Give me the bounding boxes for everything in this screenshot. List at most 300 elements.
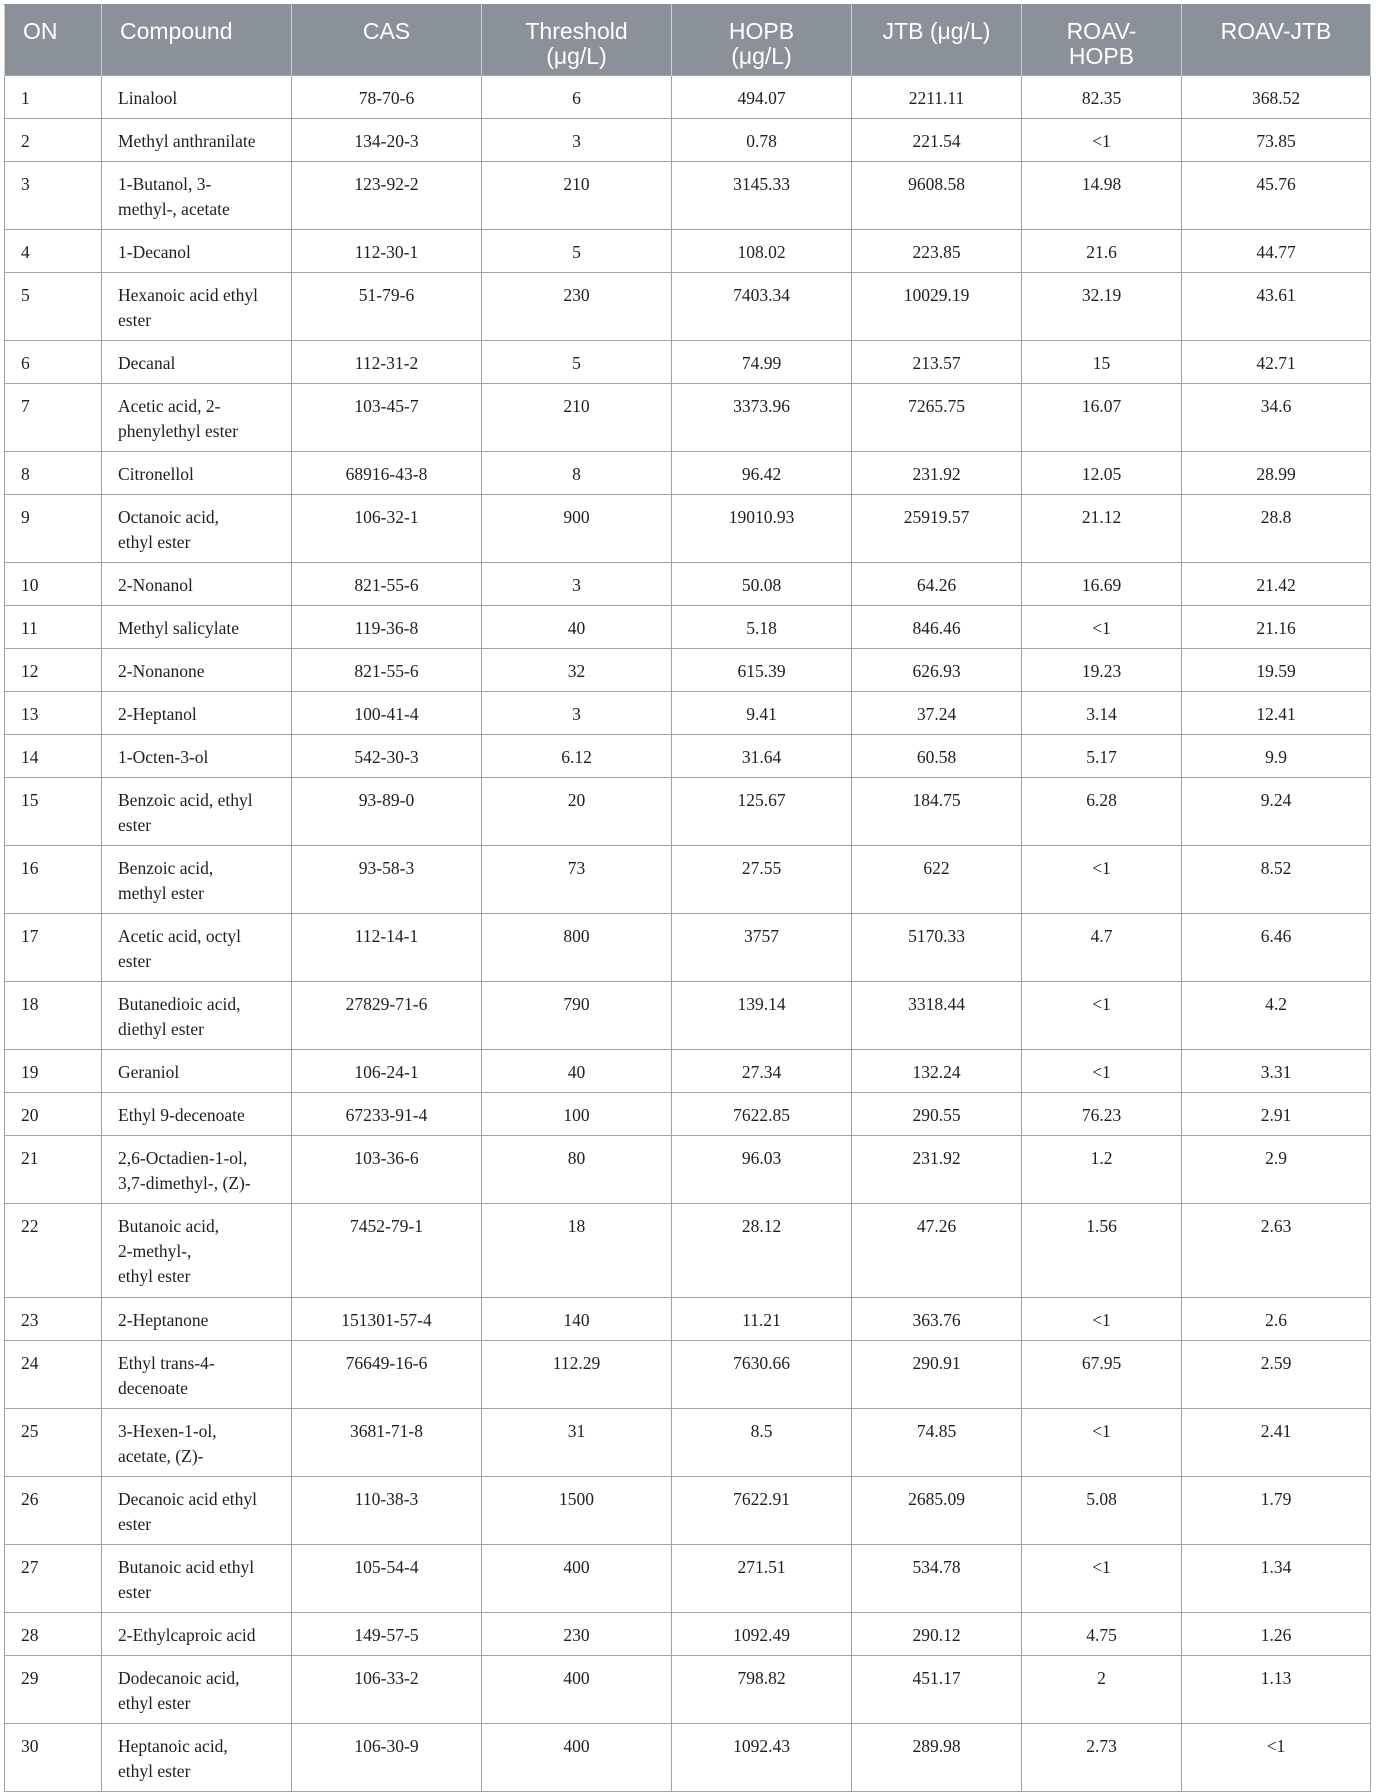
cell-compound bbox=[102, 1613, 292, 1656]
cell-threshold: 6.12 bbox=[482, 735, 672, 778]
header-row bbox=[5, 5, 1371, 76]
cell-on: 19 bbox=[5, 1050, 102, 1093]
cell-cas: 821-55-6 bbox=[292, 563, 482, 606]
table-row bbox=[5, 563, 1371, 606]
cell-threshold: 20 bbox=[482, 778, 672, 846]
cell-cas: 67233-91-4 bbox=[292, 1093, 482, 1136]
cell-roav-hopb: 76.23 bbox=[1022, 1093, 1182, 1136]
cell-roav-hopb: 12.05 bbox=[1022, 452, 1182, 495]
cell-roav-jtb: 28.8 bbox=[1182, 495, 1371, 563]
cell-roav-jtb: 43.61 bbox=[1182, 273, 1371, 341]
cell-roav-jtb: 2.41 bbox=[1182, 1409, 1371, 1477]
header-compound: Compound bbox=[102, 5, 292, 76]
cell-on: 24 bbox=[5, 1341, 102, 1409]
cell-roav-hopb: <1 bbox=[1022, 1545, 1182, 1613]
cell-cas: 105-54-4 bbox=[292, 1545, 482, 1613]
header-jtb: JTB (μg/L) bbox=[852, 5, 1022, 76]
table-row bbox=[5, 1409, 1371, 1477]
table-row bbox=[5, 1204, 1371, 1298]
cell-roav-jtb: 2.6 bbox=[1182, 1298, 1371, 1341]
cell-jtb: 9608.58 bbox=[852, 162, 1022, 230]
compound-name: Heptanoic acid, ethyl ester bbox=[118, 1736, 228, 1781]
cell-jtb: 47.26 bbox=[852, 1204, 1022, 1298]
table-row bbox=[5, 1136, 1371, 1204]
cell-threshold: 40 bbox=[482, 606, 672, 649]
cell-threshold: 230 bbox=[482, 1613, 672, 1656]
cell-hopb: 27.55 bbox=[672, 846, 852, 914]
cell-threshold: 80 bbox=[482, 1136, 672, 1204]
cell-roav-jtb: 2.9 bbox=[1182, 1136, 1371, 1204]
cell-on: 12 bbox=[5, 649, 102, 692]
table-body bbox=[5, 76, 1371, 1792]
cell-jtb: 846.46 bbox=[852, 606, 1022, 649]
cell-jtb: 25919.57 bbox=[852, 495, 1022, 563]
cell-compound bbox=[102, 1204, 292, 1298]
cell-jtb: 231.92 bbox=[852, 452, 1022, 495]
cell-compound bbox=[102, 1093, 292, 1136]
cell-on: 16 bbox=[5, 846, 102, 914]
cell-compound bbox=[102, 1724, 292, 1792]
compound-name: 2-Heptanone bbox=[118, 1310, 209, 1330]
cell-roav-jtb: 9.9 bbox=[1182, 735, 1371, 778]
compound-name: 1-Decanol bbox=[118, 242, 191, 262]
table-row bbox=[5, 1050, 1371, 1093]
cell-jtb: 10029.19 bbox=[852, 273, 1022, 341]
cell-hopb: 9.41 bbox=[672, 692, 852, 735]
cell-cas: 134-20-3 bbox=[292, 119, 482, 162]
cell-roav-jtb: 4.2 bbox=[1182, 982, 1371, 1050]
cell-threshold: 3 bbox=[482, 692, 672, 735]
cell-cas: 112-30-1 bbox=[292, 230, 482, 273]
table-row bbox=[5, 692, 1371, 735]
cell-cas: 149-57-5 bbox=[292, 1613, 482, 1656]
cell-roav-hopb: <1 bbox=[1022, 1050, 1182, 1093]
cell-hopb: 27.34 bbox=[672, 1050, 852, 1093]
cell-roav-hopb: 67.95 bbox=[1022, 1341, 1182, 1409]
table-container bbox=[4, 4, 1370, 1792]
cell-threshold: 5 bbox=[482, 230, 672, 273]
compound-name: 2-Ethylcaproic acid bbox=[118, 1625, 256, 1645]
cell-compound bbox=[102, 119, 292, 162]
cell-roav-jtb: 3.31 bbox=[1182, 1050, 1371, 1093]
cell-roav-hopb: 2 bbox=[1022, 1656, 1182, 1724]
cell-jtb: 290.91 bbox=[852, 1341, 1022, 1409]
cell-on: 15 bbox=[5, 778, 102, 846]
cell-on: 3 bbox=[5, 162, 102, 230]
cell-roav-jtb: 42.71 bbox=[1182, 341, 1371, 384]
cell-cas: 3681-71-8 bbox=[292, 1409, 482, 1477]
table-row bbox=[5, 1724, 1371, 1792]
cell-threshold: 3 bbox=[482, 119, 672, 162]
cell-hopb: 7622.85 bbox=[672, 1093, 852, 1136]
cell-hopb: 3373.96 bbox=[672, 384, 852, 452]
cell-on: 27 bbox=[5, 1545, 102, 1613]
cell-hopb: 3757 bbox=[672, 914, 852, 982]
cell-jtb: 37.24 bbox=[852, 692, 1022, 735]
cell-roav-jtb: 1.13 bbox=[1182, 1656, 1371, 1724]
table-row bbox=[5, 76, 1371, 119]
cell-threshold: 400 bbox=[482, 1724, 672, 1792]
compound-name: Dodecanoic acid, ethyl ester bbox=[118, 1668, 240, 1713]
cell-on: 17 bbox=[5, 914, 102, 982]
table-row bbox=[5, 1656, 1371, 1724]
cell-on: 8 bbox=[5, 452, 102, 495]
cell-jtb: 74.85 bbox=[852, 1409, 1022, 1477]
cell-on: 13 bbox=[5, 692, 102, 735]
cell-roav-jtb: 2.63 bbox=[1182, 1204, 1371, 1298]
cell-hopb: 139.14 bbox=[672, 982, 852, 1050]
cell-compound bbox=[102, 341, 292, 384]
cell-threshold: 18 bbox=[482, 1204, 672, 1298]
table-row bbox=[5, 384, 1371, 452]
cell-threshold: 140 bbox=[482, 1298, 672, 1341]
header-threshold: Threshold (μg/L) bbox=[482, 5, 672, 76]
cell-compound bbox=[102, 649, 292, 692]
cell-threshold: 31 bbox=[482, 1409, 672, 1477]
cell-roav-hopb: 1.56 bbox=[1022, 1204, 1182, 1298]
compound-name: Methyl salicylate bbox=[118, 618, 240, 638]
compound-name: 2-Nonanone bbox=[118, 661, 205, 681]
cell-compound bbox=[102, 563, 292, 606]
cell-hopb: 125.67 bbox=[672, 778, 852, 846]
cell-jtb: 223.85 bbox=[852, 230, 1022, 273]
compound-name: Butanedioic acid, diethyl ester bbox=[118, 994, 241, 1039]
cell-on: 21 bbox=[5, 1136, 102, 1204]
table-row bbox=[5, 649, 1371, 692]
header-on: ON bbox=[5, 5, 102, 76]
cell-hopb: 7403.34 bbox=[672, 273, 852, 341]
cell-jtb: 451.17 bbox=[852, 1656, 1022, 1724]
compound-name: Butanoic acid, 2-methyl-, ethyl ester bbox=[118, 1216, 220, 1286]
cell-hopb: 3145.33 bbox=[672, 162, 852, 230]
cell-roav-hopb: 2.73 bbox=[1022, 1724, 1182, 1792]
cell-roav-jtb: 44.77 bbox=[1182, 230, 1371, 273]
cell-compound bbox=[102, 1477, 292, 1545]
cell-cas: 119-36-8 bbox=[292, 606, 482, 649]
cell-threshold: 40 bbox=[482, 1050, 672, 1093]
cell-roav-jtb: 1.34 bbox=[1182, 1545, 1371, 1613]
cell-cas: 106-33-2 bbox=[292, 1656, 482, 1724]
cell-on: 20 bbox=[5, 1093, 102, 1136]
cell-roav-jtb: 45.76 bbox=[1182, 162, 1371, 230]
compound-name: 2-Heptanol bbox=[118, 704, 197, 724]
cell-cas: 106-24-1 bbox=[292, 1050, 482, 1093]
cell-roav-jtb: 73.85 bbox=[1182, 119, 1371, 162]
table-row bbox=[5, 778, 1371, 846]
cell-compound bbox=[102, 692, 292, 735]
cell-roav-hopb: 16.69 bbox=[1022, 563, 1182, 606]
cell-on: 4 bbox=[5, 230, 102, 273]
compound-name: 3-Hexen-1-ol, acetate, (Z)- bbox=[118, 1421, 217, 1466]
table-row bbox=[5, 846, 1371, 914]
cell-compound bbox=[102, 384, 292, 452]
cell-jtb: 213.57 bbox=[852, 341, 1022, 384]
cell-hopb: 615.39 bbox=[672, 649, 852, 692]
cell-jtb: 64.26 bbox=[852, 563, 1022, 606]
cell-cas: 93-58-3 bbox=[292, 846, 482, 914]
compound-name: 1-Butanol, 3-methyl-, acetate bbox=[118, 174, 230, 219]
cell-jtb: 2685.09 bbox=[852, 1477, 1022, 1545]
cell-compound bbox=[102, 1136, 292, 1204]
cell-jtb: 132.24 bbox=[852, 1050, 1022, 1093]
cell-roav-hopb: 6.28 bbox=[1022, 778, 1182, 846]
compound-name: Linalool bbox=[118, 88, 178, 108]
cell-jtb: 184.75 bbox=[852, 778, 1022, 846]
cell-threshold: 32 bbox=[482, 649, 672, 692]
cell-jtb: 231.92 bbox=[852, 1136, 1022, 1204]
cell-roav-hopb: 1.2 bbox=[1022, 1136, 1182, 1204]
cell-on: 10 bbox=[5, 563, 102, 606]
cell-hopb: 108.02 bbox=[672, 230, 852, 273]
cell-compound bbox=[102, 735, 292, 778]
cell-roav-hopb: 5.17 bbox=[1022, 735, 1182, 778]
cell-jtb: 60.58 bbox=[852, 735, 1022, 778]
header-roav-jtb: ROAV-JTB bbox=[1182, 5, 1371, 76]
compound-name: Benzoic acid, methyl ester bbox=[118, 858, 214, 903]
table-row bbox=[5, 495, 1371, 563]
cell-roav-hopb: <1 bbox=[1022, 846, 1182, 914]
cell-on: 14 bbox=[5, 735, 102, 778]
compound-name: Acetic acid, 2-phenylethyl ester bbox=[118, 396, 239, 441]
cell-hopb: 50.08 bbox=[672, 563, 852, 606]
compound-name: Citronellol bbox=[118, 464, 194, 484]
cell-cas: 106-32-1 bbox=[292, 495, 482, 563]
cell-on: 25 bbox=[5, 1409, 102, 1477]
cell-jtb: 289.98 bbox=[852, 1724, 1022, 1792]
cell-threshold: 230 bbox=[482, 273, 672, 341]
cell-compound bbox=[102, 914, 292, 982]
cell-threshold: 100 bbox=[482, 1093, 672, 1136]
cell-roav-jtb: 34.6 bbox=[1182, 384, 1371, 452]
compound-table bbox=[4, 4, 1371, 1792]
table-row bbox=[5, 1341, 1371, 1409]
cell-hopb: 7622.91 bbox=[672, 1477, 852, 1545]
cell-jtb: 5170.33 bbox=[852, 914, 1022, 982]
cell-on: 29 bbox=[5, 1656, 102, 1724]
table-row bbox=[5, 735, 1371, 778]
cell-on: 6 bbox=[5, 341, 102, 384]
cell-threshold: 112.29 bbox=[482, 1341, 672, 1409]
cell-roav-jtb: 2.91 bbox=[1182, 1093, 1371, 1136]
cell-cas: 110-38-3 bbox=[292, 1477, 482, 1545]
cell-cas: 123-92-2 bbox=[292, 162, 482, 230]
cell-hopb: 74.99 bbox=[672, 341, 852, 384]
cell-cas: 821-55-6 bbox=[292, 649, 482, 692]
cell-roav-jtb: 1.26 bbox=[1182, 1613, 1371, 1656]
cell-roav-hopb: 5.08 bbox=[1022, 1477, 1182, 1545]
cell-cas: 151301-57-4 bbox=[292, 1298, 482, 1341]
table-row bbox=[5, 914, 1371, 982]
cell-compound bbox=[102, 606, 292, 649]
cell-roav-hopb: 14.98 bbox=[1022, 162, 1182, 230]
cell-hopb: 96.03 bbox=[672, 1136, 852, 1204]
cell-jtb: 534.78 bbox=[852, 1545, 1022, 1613]
cell-on: 18 bbox=[5, 982, 102, 1050]
cell-on: 7 bbox=[5, 384, 102, 452]
cell-roav-hopb: 4.75 bbox=[1022, 1613, 1182, 1656]
header-hopb: HOPB (μg/L) bbox=[672, 5, 852, 76]
cell-threshold: 790 bbox=[482, 982, 672, 1050]
cell-compound bbox=[102, 846, 292, 914]
cell-compound bbox=[102, 76, 292, 119]
table-row bbox=[5, 1477, 1371, 1545]
cell-hopb: 0.78 bbox=[672, 119, 852, 162]
cell-compound bbox=[102, 1050, 292, 1093]
cell-roav-jtb: 21.42 bbox=[1182, 563, 1371, 606]
table-row bbox=[5, 1298, 1371, 1341]
cell-jtb: 622 bbox=[852, 846, 1022, 914]
table-row bbox=[5, 452, 1371, 495]
cell-hopb: 7630.66 bbox=[672, 1341, 852, 1409]
cell-roav-jtb: 9.24 bbox=[1182, 778, 1371, 846]
cell-threshold: 6 bbox=[482, 76, 672, 119]
table-row bbox=[5, 1093, 1371, 1136]
compound-name: 1-Octen-3-ol bbox=[118, 747, 209, 767]
cell-compound bbox=[102, 162, 292, 230]
cell-cas: 112-14-1 bbox=[292, 914, 482, 982]
compound-name: Butanoic acid ethyl ester bbox=[118, 1557, 255, 1602]
header-cas: CAS bbox=[292, 5, 482, 76]
cell-roav-hopb: 15 bbox=[1022, 341, 1182, 384]
cell-jtb: 7265.75 bbox=[852, 384, 1022, 452]
cell-roav-hopb: <1 bbox=[1022, 606, 1182, 649]
cell-cas: 68916-43-8 bbox=[292, 452, 482, 495]
cell-compound bbox=[102, 1298, 292, 1341]
cell-cas: 103-45-7 bbox=[292, 384, 482, 452]
table-row bbox=[5, 982, 1371, 1050]
cell-hopb: 1092.43 bbox=[672, 1724, 852, 1792]
cell-compound bbox=[102, 1656, 292, 1724]
cell-roav-hopb: 19.23 bbox=[1022, 649, 1182, 692]
cell-roav-hopb: 82.35 bbox=[1022, 76, 1182, 119]
table-row bbox=[5, 1613, 1371, 1656]
cell-hopb: 19010.93 bbox=[672, 495, 852, 563]
compound-name: Acetic acid, octyl ester bbox=[118, 926, 241, 971]
compound-name: Methyl anthranilate bbox=[118, 131, 256, 151]
cell-on: 30 bbox=[5, 1724, 102, 1792]
cell-roav-jtb: 2.59 bbox=[1182, 1341, 1371, 1409]
compound-name: Ethyl trans-4-decenoate bbox=[118, 1353, 215, 1398]
cell-on: 2 bbox=[5, 119, 102, 162]
cell-roav-hopb: 32.19 bbox=[1022, 273, 1182, 341]
cell-on: 26 bbox=[5, 1477, 102, 1545]
table-row bbox=[5, 606, 1371, 649]
compound-name: Ethyl 9-decenoate bbox=[118, 1105, 245, 1125]
cell-jtb: 290.12 bbox=[852, 1613, 1022, 1656]
cell-jtb: 363.76 bbox=[852, 1298, 1022, 1341]
cell-hopb: 28.12 bbox=[672, 1204, 852, 1298]
cell-compound bbox=[102, 778, 292, 846]
cell-on: 23 bbox=[5, 1298, 102, 1341]
table-header bbox=[5, 5, 1371, 76]
table-row bbox=[5, 341, 1371, 384]
table-row bbox=[5, 230, 1371, 273]
cell-compound bbox=[102, 1409, 292, 1477]
compound-name: Geraniol bbox=[118, 1062, 180, 1082]
cell-on: 22 bbox=[5, 1204, 102, 1298]
cell-hopb: 5.18 bbox=[672, 606, 852, 649]
cell-threshold: 73 bbox=[482, 846, 672, 914]
cell-roav-hopb: 16.07 bbox=[1022, 384, 1182, 452]
table-row bbox=[5, 273, 1371, 341]
cell-cas: 7452-79-1 bbox=[292, 1204, 482, 1298]
compound-name: Decanoic acid ethyl ester bbox=[118, 1489, 257, 1534]
compound-name: Hexanoic acid ethyl ester bbox=[118, 285, 258, 330]
cell-compound bbox=[102, 1341, 292, 1409]
cell-on: 1 bbox=[5, 76, 102, 119]
cell-jtb: 221.54 bbox=[852, 119, 1022, 162]
cell-roav-hopb: <1 bbox=[1022, 1298, 1182, 1341]
cell-cas: 103-36-6 bbox=[292, 1136, 482, 1204]
cell-cas: 51-79-6 bbox=[292, 273, 482, 341]
compound-name: Benzoic acid, ethyl ester bbox=[118, 790, 253, 835]
compound-name: Decanal bbox=[118, 353, 176, 373]
cell-threshold: 900 bbox=[482, 495, 672, 563]
cell-roav-jtb: 8.52 bbox=[1182, 846, 1371, 914]
cell-roav-jtb: <1 bbox=[1182, 1724, 1371, 1792]
cell-hopb: 8.5 bbox=[672, 1409, 852, 1477]
cell-hopb: 494.07 bbox=[672, 76, 852, 119]
cell-on: 9 bbox=[5, 495, 102, 563]
cell-compound bbox=[102, 452, 292, 495]
cell-on: 11 bbox=[5, 606, 102, 649]
cell-roav-jtb: 19.59 bbox=[1182, 649, 1371, 692]
cell-roav-jtb: 12.41 bbox=[1182, 692, 1371, 735]
cell-threshold: 400 bbox=[482, 1545, 672, 1613]
cell-hopb: 31.64 bbox=[672, 735, 852, 778]
cell-threshold: 400 bbox=[482, 1656, 672, 1724]
cell-compound bbox=[102, 495, 292, 563]
cell-cas: 93-89-0 bbox=[292, 778, 482, 846]
cell-threshold: 8 bbox=[482, 452, 672, 495]
cell-roav-jtb: 28.99 bbox=[1182, 452, 1371, 495]
cell-threshold: 210 bbox=[482, 162, 672, 230]
cell-hopb: 11.21 bbox=[672, 1298, 852, 1341]
cell-compound bbox=[102, 982, 292, 1050]
cell-roav-hopb: 21.12 bbox=[1022, 495, 1182, 563]
compound-name: Octanoic acid, ethyl ester bbox=[118, 507, 220, 552]
cell-threshold: 1500 bbox=[482, 1477, 672, 1545]
cell-roav-hopb: <1 bbox=[1022, 119, 1182, 162]
table-row bbox=[5, 162, 1371, 230]
compound-name: 2,6-Octadien-1-ol, 3,7-dimethyl-, (Z)- bbox=[118, 1148, 251, 1193]
cell-threshold: 3 bbox=[482, 563, 672, 606]
cell-cas: 106-30-9 bbox=[292, 1724, 482, 1792]
cell-threshold: 5 bbox=[482, 341, 672, 384]
cell-jtb: 626.93 bbox=[852, 649, 1022, 692]
cell-cas: 100-41-4 bbox=[292, 692, 482, 735]
cell-on: 28 bbox=[5, 1613, 102, 1656]
cell-cas: 542-30-3 bbox=[292, 735, 482, 778]
cell-roav-jtb: 21.16 bbox=[1182, 606, 1371, 649]
cell-hopb: 1092.49 bbox=[672, 1613, 852, 1656]
cell-roav-jtb: 368.52 bbox=[1182, 76, 1371, 119]
cell-compound bbox=[102, 230, 292, 273]
compound-name: 2-Nonanol bbox=[118, 575, 193, 595]
table-row bbox=[5, 119, 1371, 162]
cell-hopb: 271.51 bbox=[672, 1545, 852, 1613]
cell-roav-hopb: 21.6 bbox=[1022, 230, 1182, 273]
cell-jtb: 290.55 bbox=[852, 1093, 1022, 1136]
cell-roav-hopb: <1 bbox=[1022, 1409, 1182, 1477]
cell-roav-hopb: 4.7 bbox=[1022, 914, 1182, 982]
cell-hopb: 798.82 bbox=[672, 1656, 852, 1724]
cell-cas: 78-70-6 bbox=[292, 76, 482, 119]
cell-jtb: 3318.44 bbox=[852, 982, 1022, 1050]
cell-roav-hopb: 3.14 bbox=[1022, 692, 1182, 735]
cell-compound bbox=[102, 1545, 292, 1613]
cell-compound bbox=[102, 273, 292, 341]
